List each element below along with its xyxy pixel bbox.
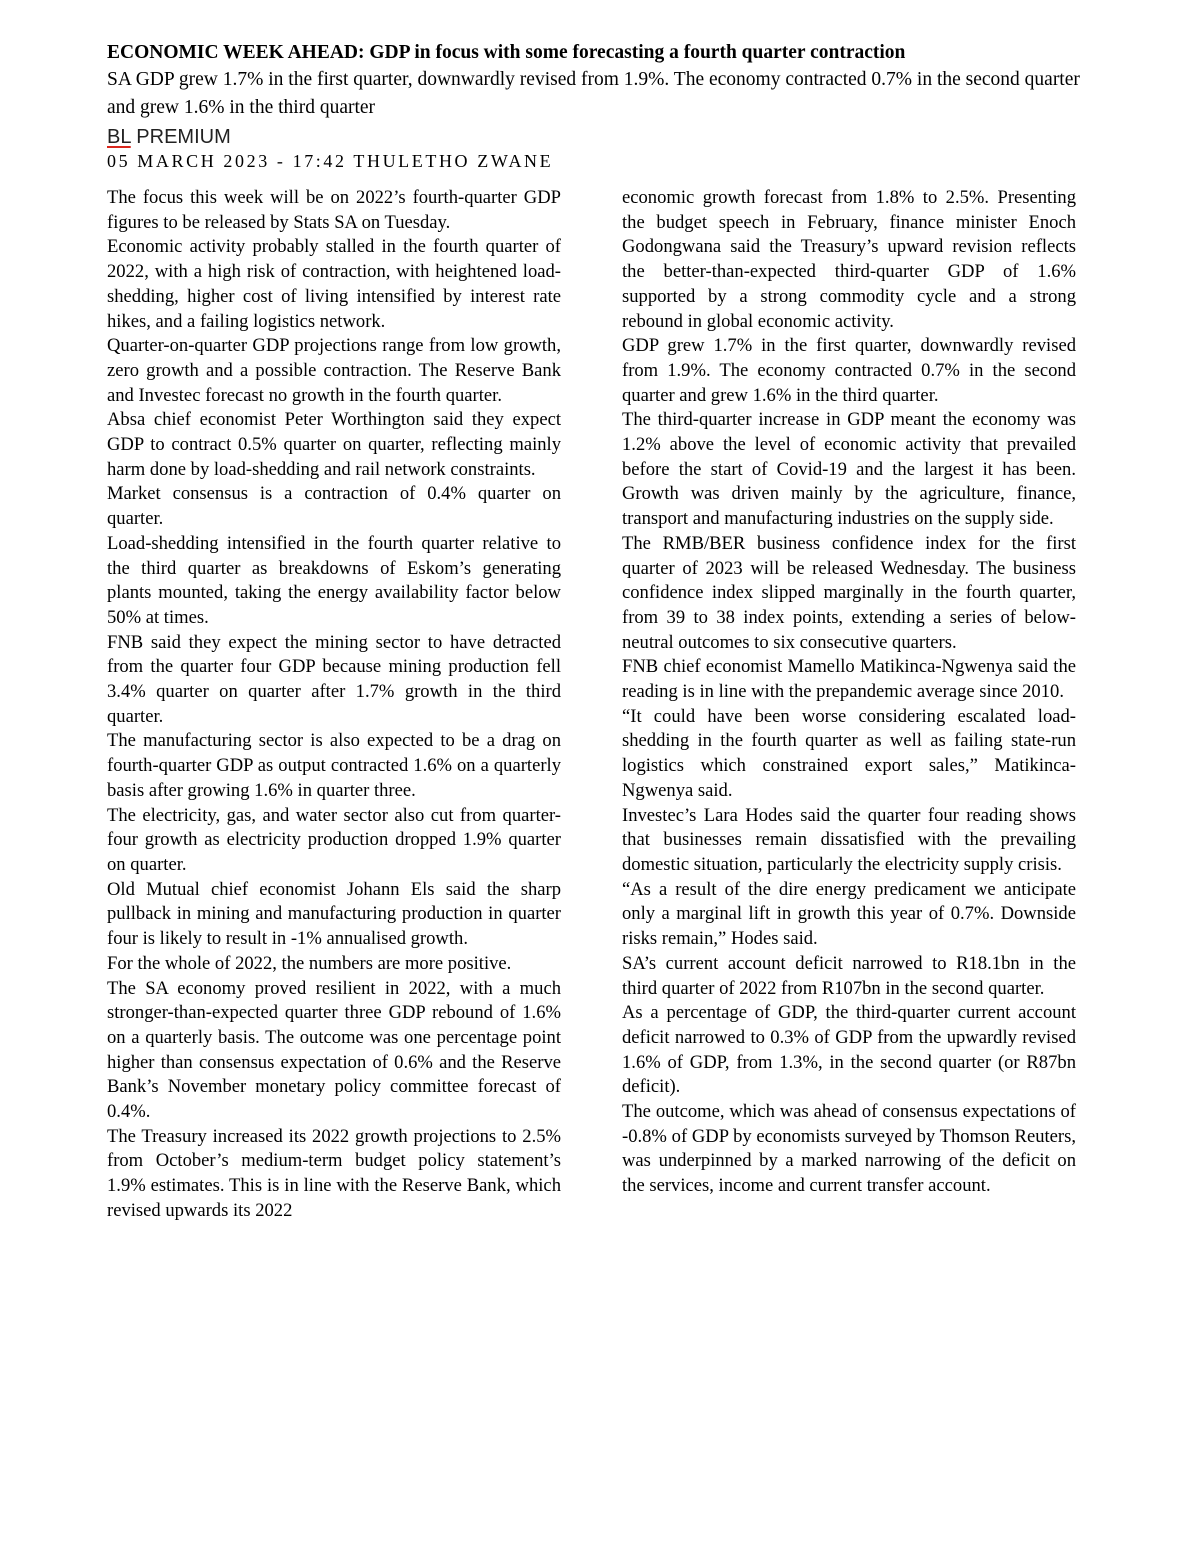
paragraph: The focus this week will be on 2022’s fourth-quarter GDP figures to be released by Stats SA on Tuesday.: [107, 187, 561, 233]
paragraph: Quarter-on-quarter GDP projections range from low growth, zero growth and a possible contraction. The Reserve Bank and Investec forecast no growth in the fourth quarter.: [107, 335, 561, 406]
paragraph: The SA economy proved resilient in 2022, with a much stronger-than-expected quarter three GDP rebound of 1.6% on a quarterly basis. The outcome was one percentage point higher than consensus expectation of 0.6% and the Reserve Bank’s November monetary policy committee forecast of 0.4%.: [107, 977, 561, 1123]
article-header: [107, 40, 1087, 172]
premium-label-text: PREMIUM: [130, 126, 231, 148]
paragraph: FNB said they expect the mining sector to have detracted from the quarter four GDP because mining production fell 3.4% quarter on quarter after 1.7% growth in the third quarter.: [107, 631, 561, 727]
paragraph: “It could have been worse considering escalated load-shedding in the fourth quarter as well as failing state-run logistics which constrained export sales,” Matikinca-Ngwenya said.: [622, 705, 1076, 801]
headline: ECONOMIC WEEK AHEAD: GDP in focus with some forecasting a fourth quarter contraction: [107, 42, 906, 63]
paragraph: Market consensus is a contraction of 0.4% quarter on quarter.: [107, 483, 561, 530]
paragraph: The electricity, gas, and water sector also cut from quarter-four growth as electricity production dropped 1.9% quarter on quarter.: [107, 804, 561, 875]
paragraph: The RMB/BER business confidence index for the first quarter of 2023 will be released Wednesday. The business confidence index slipped marginally in the fourth quarter, from 39 to 38 index points, extending a series of below-neutral outcomes to six consecutive quarters.: [622, 532, 1076, 653]
paragraph: FNB chief economist Mamello Matikinca-Ngwenya said the reading is in line with the prepandemic average since 2010.: [622, 656, 1076, 703]
paragraph: The manufacturing sector is also expected to be a drag on fourth-quarter GDP as output contracted 1.6% on a quarterly basis after growing 1.6% in quarter three.: [107, 730, 561, 801]
paragraph: Absa chief economist Peter Worthington said they expect GDP to contract 0.5% quarter on quarter, reflecting mainly harm done by load-shedding and rail network constraints.: [107, 409, 561, 480]
premium-label-bl: BL: [107, 126, 131, 148]
paragraph: Investec’s Lara Hodes said the quarter four reading shows that businesses remain dissatisfied with the prevailing domestic situation, particularly the electricity supply crisis.: [622, 804, 1076, 875]
paragraph: Load-shedding intensified in the fourth quarter relative to the third quarter as breakdowns of Eskom’s generating plants mounted, taking the energy availability factor below 50% at times.: [107, 532, 561, 628]
paragraph: “As a result of the dire energy predicament we anticipate only a marginal lift in growth this year of 0.7%. Downside risks remain,” Hodes said.: [622, 878, 1076, 950]
paragraph: The Treasury increased its 2022 growth projections to 2.5% from October’s medium-term budget policy statement’s 1.9% estimates. This is in line with the Reserve Bank, which revised upwards its 2022: [107, 1125, 561, 1221]
paragraph: For the whole of 2022, the numbers are more positive.: [107, 952, 512, 974]
byline: 05 MARCH 2023 - 17:42 THULETHO ZWANE: [107, 151, 554, 171]
right-column: [622, 186, 1076, 1199]
paragraph: GDP grew 1.7% in the first quarter, downwardly revised from 1.9%. The economy contracted 0.7% in the second quarter and grew 1.6% in the third quarter.: [622, 335, 1076, 406]
premium-label: [107, 125, 1087, 149]
paragraph: The third-quarter increase in GDP meant the economy was 1.2% above the level of economic activity that prevailed before the start of Covid-19 and the largest it has been. Growth was driven mainly by the agriculture, finance, transport and manufacturing industries on the supply side.: [622, 409, 1076, 530]
paragraph: The outcome, which was ahead of consensus expectations of -0.8% of GDP by economists surveyed by Thomson Reuters, was underpinned by a marked narrowing of the deficit on the services, income and current transfer account.: [622, 1101, 1076, 1197]
paragraph: economic growth forecast from 1.8% to 2.5%. Presenting the budget speech in February, finance minister Enoch Godongwana said the Treasury’s upward revision reflects the better-than-expected third-quarter GDP of 1.6% supported by a strong commodity cycle and a strong rebound in global economic activity.: [622, 187, 1076, 332]
left-column: [107, 186, 561, 1224]
paragraph: Old Mutual chief economist Johann Els said the sharp pullback in mining and manufacturing production in quarter four is likely to result in -1% annualised growth.: [107, 878, 561, 950]
paragraph: As a percentage of GDP, the third-quarter current account deficit narrowed to 0.3% of GDP from the upwardly revised 1.6% of GDP, from 1.3%, in the second quarter (or R87bn deficit).: [622, 1002, 1076, 1098]
paragraph: Economic activity probably stalled in the fourth quarter of 2022, with a high risk of contraction, with heightened load-shedding, higher cost of living intensified by interest rate hikes, and a failing logistics network.: [107, 236, 561, 332]
paragraph: SA’s current account deficit narrowed to R18.1bn in the third quarter of 2022 from R107bn in the second quarter.: [622, 952, 1076, 999]
standfirst: SA GDP grew 1.7% in the first quarter, downwardly revised from 1.9%. The economy contracted 0.7% in the second quarter and grew 1.6% in the third quarter: [107, 69, 1080, 118]
